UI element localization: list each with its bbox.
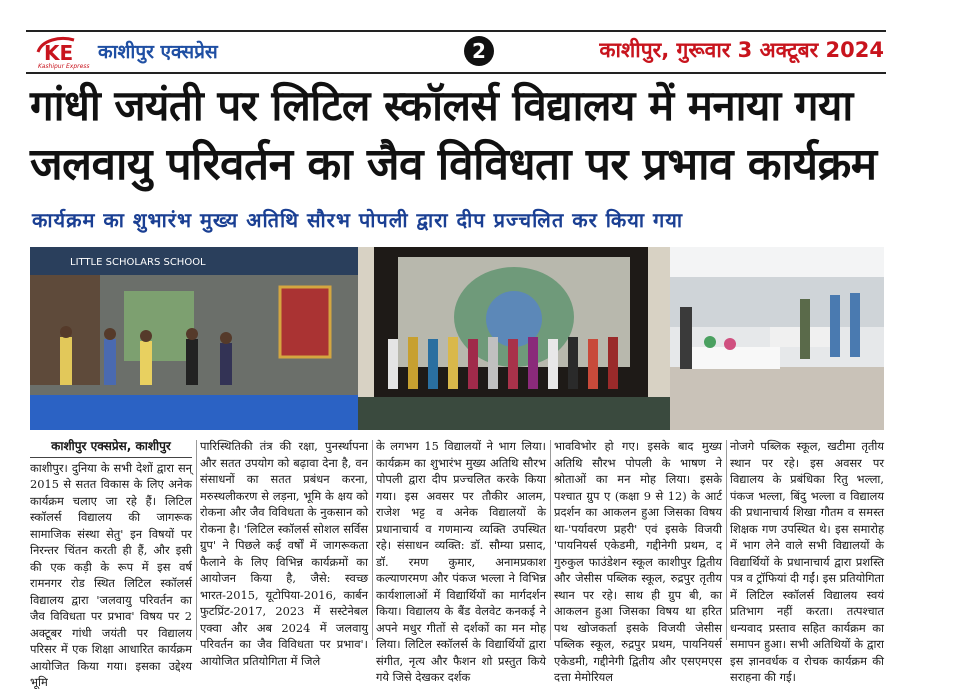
dateline: काशीपुर, गुरूवार 3 अक्टूबर 2024 [599,38,884,62]
masthead-bottom-rule [26,72,886,74]
article-column-5: नोजगे पब्लिक स्कूल, खटीमा तृतीय स्थान पर रहे। इस अवसर पर विद्यालय के प्रबंधिका रितु भल्ला, पंकज भल्ला, बिंदु भल्ला व विद्यालय की प्रधानाचार्य शिखा गौतम व समस्त शिक्षक गण उपस्थित थे। इस समारोह में भाग लेने वाले सभी विद्यालयों के विद्यार्थियों के प्रधानाचार्य द्वारा प्रशस्ति पत्र व ट्रॉफियां दी गईं। इस प्रतियोगिता में लिटिल स्कॉलर्स विद्यालय स्वयं प्रतिभाग नहीं करता। तत्पश्चात धन्यवाद प्रस्ताव सहित कार्यक्रम का समापन हुआ। सभी अतिथियों के द्वारा इस ज्ञानवर्धक व रोचक कार्यक्रम की सराहना की गई। [730,439,884,684]
newspaper-logo [34,34,92,70]
article-column-4: भावविभोर हो गए। इसके बाद मुख्य अतिथि सौरभ पोपली के भाषण ने श्रोताओं का मन मोह लिया। इसके पश्चात ग्रुप ए (कक्षा 9 से 12) के आर्ट प्रदर्शन का आकलन हुआ जिसका विषय था-'पर्यावरण प्रहरी' एवं इसके विजयी 'पायनियर्स एकेडमी, गद्दीनेगी प्रथम, द गुरुकुल फाउंडेशन स्कूल काशीपुर द्वितीय और जेसीस पब्लिक स्कूल, रुद्रपुर तृतीय स्थान पर रहे। साथ ही ग्रुप बी, का आकलन हुआ जिसका विषय था हरित पथ खोजकर्ता इसके विजयी जेसीस पब्लिक स्कूल, रुद्रपुर प्रथम, पायनियर्स एकेडमी, गद्दीनेगी द्वितीय और एसएमएस दत्ता मेमोरियल [554,439,722,684]
column-divider [196,440,197,640]
article-column-3: के लगभग 15 विद्यालयों ने भाग लिया। कार्यक्रम का शुभारंभ मुख्य अतिथि सौरभ पोपली द्वारा दीप प्रज्चलित करके किया गया। इस अवसर पर तौकीर आलम, राजेश भट्ट व अनेक विद्यालयों के प्रधानाचार्य व गणमान्य व्यक्ति उपस्थित रहे। संसाधन व्यक्ति: डॉ. सौम्या प्रसाद, डॉ. रमण कुमार, अनामप्रकाश कल्याणरमण और पंकज भल्ला ने विभिन्न कार्यशालाओं में विद्यार्थियों का मार्गदर्शन किया। विद्यालय के बैंड वेलवेट कनकई ने अपने मधुर गीतों से दर्शकों का मन मोह लिया। लिटिल स्कॉलर्स के विद्यार्थियों द्वारा संगीत, नृत्य और फैशन शो प्रस्तुत किये गये जिसे देखकर दर्शक [376,439,546,684]
svg-text:LITTLE SCHOLARS SCHOOL: LITTLE SCHOLARS SCHOOL [70,257,206,268]
masthead-top-rule [26,30,886,32]
photo-exhibition-hall [670,247,884,430]
article-byline: काशीपुर एक्सप्रेस, काशीपुर [30,438,192,458]
paper-name: काशीपुर एक्सप्रेस [98,41,218,63]
page-number-badge: 2 [464,36,494,66]
subheadline: कार्यक्रम का शुभारंभ मुख्य अतिथि सौरभ पोपली द्वारा दीप प्रज्चलित कर किया गया [32,208,684,232]
masthead [26,30,886,74]
column-divider [372,440,373,640]
column-divider [550,440,551,640]
svg-text:KE: KE [44,41,74,65]
article-column-1 [30,438,192,689]
article-column-1-text: काशीपुर। दुनिया के सभी देशों द्वारा सन् 2015 से सतत विकास के लिए अनेक कार्यक्रम चलाए जा रहे हैं। लिटिल स्कॉलर्स विद्यालय की जागरूक सामाजिक संस्था सेतु' इन विषयों पर निरन्तर चिंतन करती ही हैं, और इसी की एक कड़ी के रूप में इस वर्ष रामनगर रोड स्थित लिटिल स्कॉलर्स विद्यालय द्वारा 'जलवायु परिवर्तन का जैव विविधता पर प्रभाव' विषय पर 2 अक्टूबर गांधी जयंती पर विद्यालय परिसर में एक शिक्षा आधारित कार्यक्रम आयोजित किया गया। इसका उद्देश्य भूमि [30,460,192,689]
photo-stage-guests [30,247,358,430]
article-column-2: पारिस्थितिकी तंत्र की रक्षा, पुनर्स्थापना और सतत उपयोग को बढ़ावा देना है, वन संसाधनों का सतत प्रबंधन करना, मरुस्थलीकरण से लड़ना, भूमि के क्षय को रोकना और जैव विविधता के नुकसान को रोकना है। 'लिटिल स्कॉलर्स सोशल सर्विस ग्रुप' ने पिछले कई वर्षों में जागरूकता फैलाने के लिए विभिन्न कार्यक्रमों का आयोजन किया है, जैसे: स्वच्छ भारत-2015, यूटोपिया-2016, कार्बन फुटप्रिंट-2017, 2023 में सस्टेनेबल एक्वा और अब 2024 में जलवायु परिवर्तन का जैव विविधता पर प्रभाव'। आयोजित प्रतियोगिता में जिले [200,439,368,668]
column-divider [726,440,727,640]
photo-students-stage [358,247,670,430]
headline-line-1: गांधी जयंती पर लिटिल स्कॉलर्स विद्यालय में मनाया गया [30,81,853,130]
svg-text:Kashipur Express: Kashipur Express [38,63,90,70]
headline-line-2: जलवायु परिवर्तन का जैव विविधता पर प्रभाव कार्यक्रम [30,139,877,190]
